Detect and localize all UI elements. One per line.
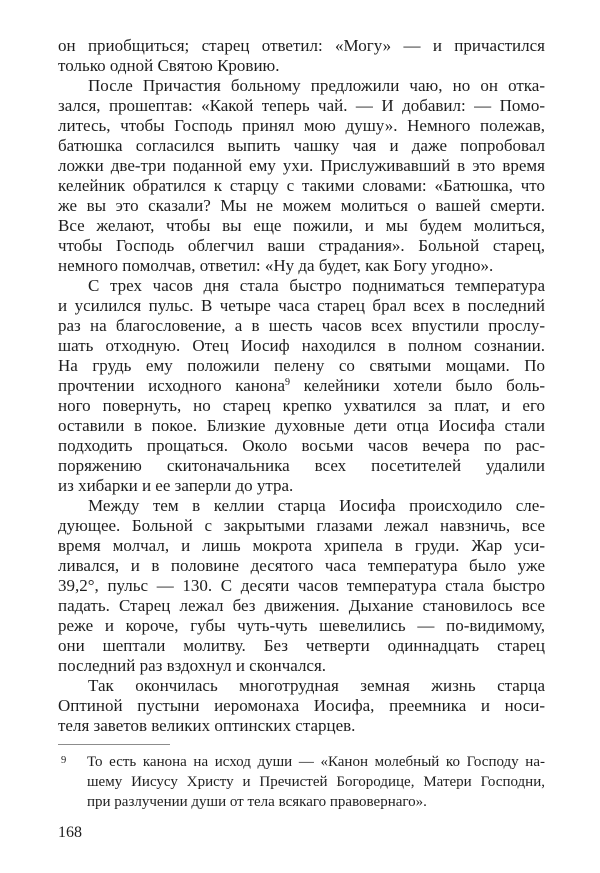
text-line: падать. Старец лежал без движения. Дыхание становилось все [58,596,545,615]
paragraph [58,496,545,676]
text-line: дующее. Больной с закрытыми глазами лежал навзничь, все [58,516,545,535]
text-line: чтобы Господь облегчил ваши страдания». Больной старец, [58,236,545,255]
text-line: раз на благословение, а в шесть часов всех впустили прослу- [58,316,545,335]
text-line: Так окончилась многотрудная земная жизнь старца [88,676,545,695]
text-line: они шептали молитву. Без четверти одиннадцать старец [58,636,545,655]
text-line: С трех часов дня стала быстро подниматься температура [88,276,545,295]
footnote-divider [58,744,170,745]
text-line: литесь, чтобы Господь принял мою душу». Немного полежав, [58,116,545,135]
footnote-line: То есть канона на исход души — «Канон молебный ко Господу на- [87,754,545,770]
text-line: последний раз вздохнул и скончался. [58,656,327,675]
footnote-number: 9 [61,755,67,766]
text-line: оставили в покое. Близкие духовные дети отца Иосифа стали [58,416,545,435]
footnote-ref: 9 [285,377,291,388]
text-line: и усилился пульс. В четыре часа старец брал всех в последний [58,296,545,315]
text-line: Между тем в келлии старца Иосифа происходило сле- [88,496,545,515]
text-line: поряжению скитоначальника всех посетителей удалили [58,456,545,475]
text-line: ложки две-три поданной ему ухи. Прислуживавший в это время [58,156,545,175]
text-line: подходить прощаться. Около восьми часов вечера по рас- [58,436,545,455]
footnote-line: при разлучении души от тела всякаго правовернаго». [87,794,427,810]
text-line: реже и короче, губы чуть-чуть шевелились — по-видимому, [58,616,545,635]
text-line: 39,2°, пульс — 130. С десяти часов температура стала быстро [58,576,545,595]
text-line: из хибарки и ее заперли до утра. [58,476,294,495]
text-line: же вы это сказали? Мы не можем молиться о вашей смерти. [58,196,545,215]
text-line: После Причастия больному предложили чаю, но он отка- [88,76,545,95]
page-number: 168 [58,824,82,841]
text-line: он приобщиться; старец ответил: «Могу» — и причастился [58,36,545,55]
text-line: зался, прошептав: «Какой теперь чай. — И добавил: — Помо- [58,96,545,115]
paragraph [58,276,545,496]
text-line: время молчал, и лишь мокрота хрипела в груди. Жар уси- [58,536,545,555]
text-line: Оптиной пустыни иеромонаха Иосифа, преемника и носи- [58,696,545,715]
text-line: только одной Святою Кровию. [58,56,280,75]
paragraph [58,36,545,76]
text-line: Все желают, чтобы вы еще пожили, и мы будем молиться, [58,216,545,235]
text-line: немного помолчав, ответил: «Ну да будет, как Богу угодно». [58,256,494,275]
footnote-line: шему Иисусу Христу и Пречистей Богородице, Матери Господни, [87,774,545,790]
paragraph [58,676,545,736]
text-line: батюшка согласился выпить чашку чая и даже попробовал [58,136,545,155]
text-line: теля заветов великих оптинских старцев. [58,716,356,735]
text-line: ливался, и в половине десятого часа температура было уже [58,556,545,575]
paragraph [58,76,545,276]
text-line: прочтении исходного канона$^9$ келейники хотели было боль- [58,376,546,395]
text-line: шать отходную. Отец Иосиф находился в полном сознании. [58,336,545,355]
text-line: ного повернуть, но старец крепко ухватился за плат, и его [58,396,545,415]
text-line: келейник обратился к старцу с такими словами: «Батюшка, что [58,176,545,195]
footnote [58,752,545,812]
text-line: На грудь ему положили пелену со святыми мощами. По [58,356,545,375]
page-body-text [58,36,545,736]
